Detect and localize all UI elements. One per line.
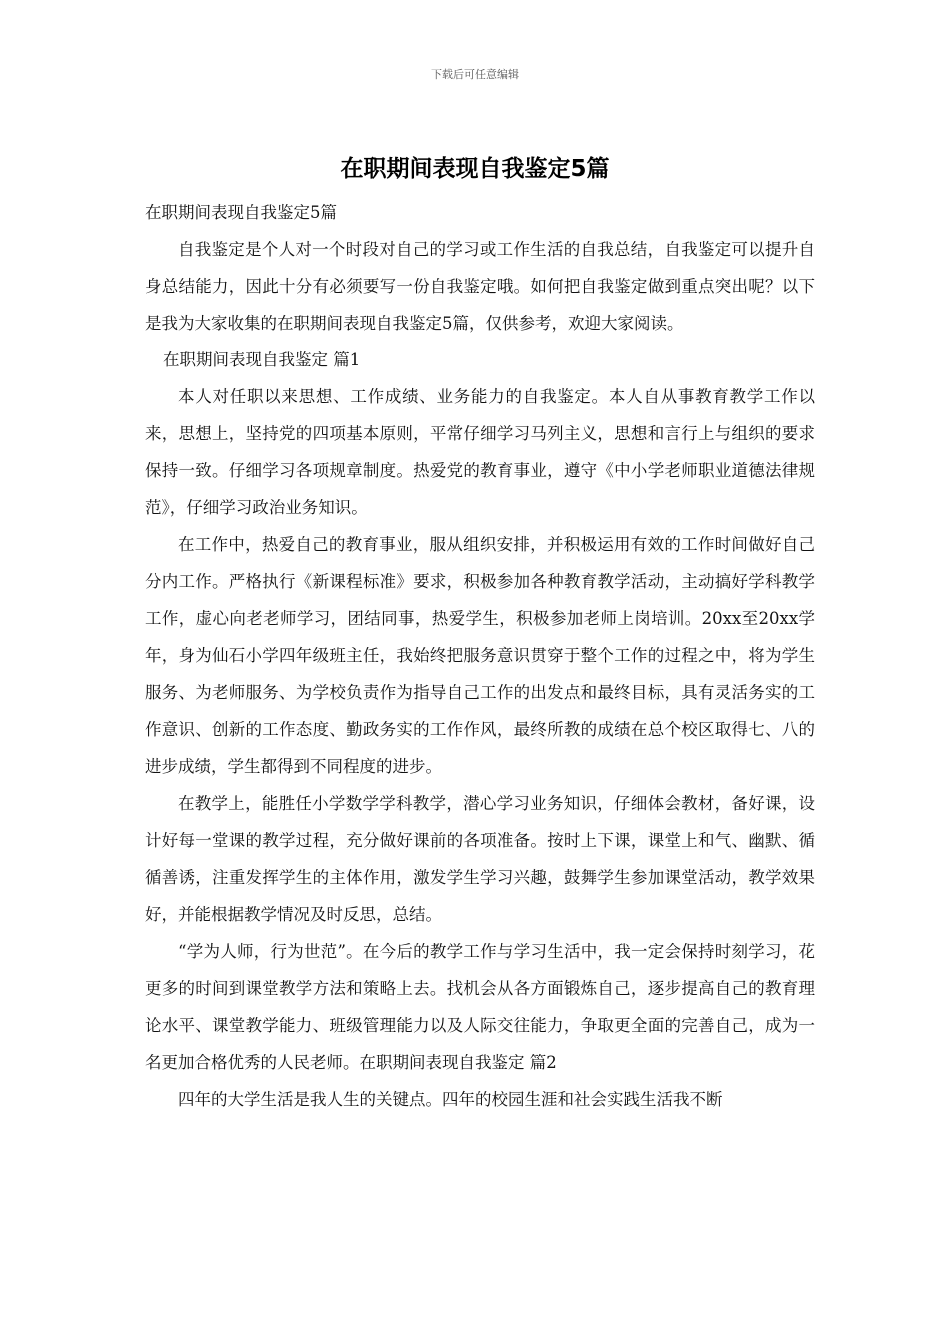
section-heading-1: 在职期间表现自我鉴定 篇1 xyxy=(163,350,361,369)
header-note: 下载后可任意编辑 xyxy=(431,68,519,81)
section1-paragraph-3: 在教学上，能胜任小学数学学科教学，潜心学习业务知识，仔细体会教材，备好课，设计好每一堂课的教学过程，充分做好课前的各项准备。按时上下课，课堂上和气、幽默、循循善诱，注重发挥学生的主体作用，激发学生学习兴趣，鼓舞学生参加课堂活动，教学效果好，并能根据教学情况及时反思，总结。 xyxy=(145,794,815,924)
section1-paragraph-1: 本人对任职以来思想、工作成绩、业务能力的自我鉴定。本人自从事教育教学工作以来，思想上，坚持党的四项基本原则，平常仔细学习马列主义，思想和言行上与组织的要求保持一致。仔细学习各项规章制度。热爱党的教育事业，遵守《中小学老师职业道德法律规范》，仔细学习政治业务知识。 xyxy=(145,387,815,517)
document-subtitle: 在职期间表现自我鉴定5篇 xyxy=(145,203,337,222)
section1-paragraph-4: “学为人师，行为世范”。在今后的教学工作与学习生活中，我一定会保持时刻学习，花更多的时间到课堂教学方法和策略上去。找机会从各方面锻炼自己，逐步提高自己的教育理论水平、课堂教学能力、班级管理能力以及人际交往能力，争取更全面的完善自己，成为一名更加合格优秀的人民老师。在职期间表现自我鉴定 篇2 xyxy=(145,942,815,1072)
document-body xyxy=(145,195,815,1118)
intro-paragraph: 自我鉴定是个人对一个时段对自己的学习或工作生活的自我总结，自我鉴定可以提升自身总结能力，因此十分有必须要写一份自我鉴定哦。如何把自我鉴定做到重点突出呢？以下是我为大家收集的在职期间表现自我鉴定5篇，仅供参考，欢迎大家阅读。 xyxy=(145,240,815,333)
document-title: 在职期间表现自我鉴定5篇 xyxy=(340,156,610,182)
section2-paragraph-1: 四年的大学生活是我人生的关键点。四年的校园生涯和社会实践生活我不断 xyxy=(178,1090,723,1109)
section1-paragraph-2: 在工作中，热爱自己的教育事业，服从组织安排，并积极运用有效的工作时间做好自己分内工作。严格执行《新课程标准》要求，积极参加各种教育教学活动，主动搞好学科教学工作，虚心向老老师学习，团结同事，热爱学生，积极参加老师上岗培训。20xx至20xx学年，身为仙石小学四年级班主任，我始终把服务意识贯穿于整个工作的过程之中，将为学生服务、为老师服务、为学校负责作为指导自己工作的出发点和最终目标，具有灵活务实的工作意识、创新的工作态度、勤政务实的工作作风，最终所教的成绩在总个校区取得七、八的进步成绩，学生都得到不同程度的进步。 xyxy=(145,535,815,776)
